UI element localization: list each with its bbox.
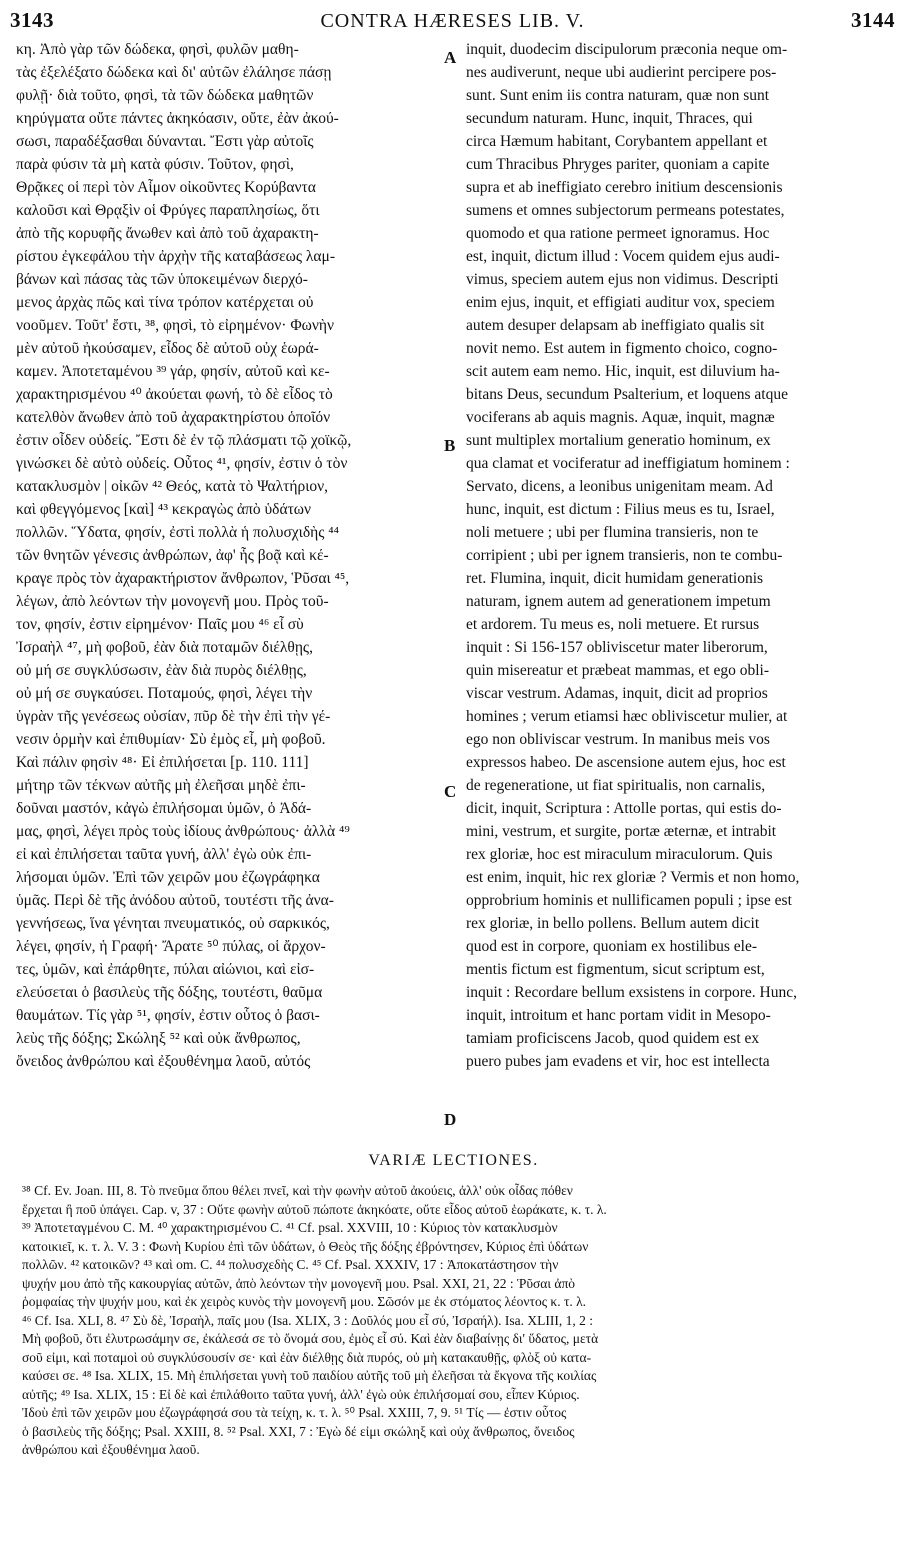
greek-text-line: μήτηρ τῶν τέκνων αὐτῆς μὴ ἐλεῆσαι μηδὲ ἐπι- xyxy=(16,777,306,794)
greek-text-line: θαυμάτων. Τίς γὰρ ⁵¹, φησίν, ἐστιν οὗτος ὁ βασι- xyxy=(16,1007,320,1024)
latin-text-line: inquit, duodecim discipulorum præconia neque om- xyxy=(466,41,788,58)
greek-text-line: μενος ἀρχὰς πῶς καὶ τίνα τρόπον κατέρχεται οὐ xyxy=(16,294,314,311)
note-line: ψυχήν μου ἀπὸ τῆς κακουργίας αὐτῶν, ἀπὸ λεόντων τὴν μονογενῆ μου. Psal. XXI, 21, 22 : Ῥῦσαι ἀπὸ xyxy=(22,1275,576,1291)
latin-text-line: cum Thracibus Phryges pariter, quoniam a capite xyxy=(466,156,770,173)
left-page-number: 3143 xyxy=(10,8,54,32)
latin-text-line: mentis fictum est figmentum, sicut scriptum est, xyxy=(466,961,765,978)
note-line: κατοικιεῖ, κ. τ. λ. V. 3 : Φωνὴ Κυρίου ἐπὶ τῶν ὑδάτων, ὁ Θεὸς τῆς δόξης ἐβρόντησεν, Κύριος ἐπὶ ὑδάτων xyxy=(22,1238,589,1254)
right-page-number: 3144 xyxy=(851,8,895,32)
latin-text-line: vociferans ab aquis magnis. Aquæ, inquit, magnæ xyxy=(466,409,775,426)
greek-text-line: οὐ μή σε συγκλύσωσιν, ἐὰν διὰ πυρὸς διέλθῃς, xyxy=(16,662,307,679)
greek-text-line: κη. Ἀπὸ γὰρ τῶν δώδεκα, φησὶ, φυλῶν μαθη- xyxy=(16,41,299,58)
latin-text-line: rex gloriæ, hoc est miraculum miraculorum. Quis xyxy=(466,846,773,863)
note-line: ῥομφαίας τὴν ψυχήν μου, καὶ ἐκ χειρὸς κυνὸς τὴν μονογενῆ μου. Σῶσόν με ἐκ στόματος λέοντος κ. τ. λ. xyxy=(22,1294,587,1309)
latin-text-line: supra et ab ineffigiato cerebro initium descensionis xyxy=(466,179,783,196)
latin-text-line: naturam, ignem autem ad generationem impetum xyxy=(466,593,771,610)
latin-text-line: secundum naturam. Hunc, inquit, Thraces, qui xyxy=(466,110,753,127)
latin-text-line: mini, vestrum, et surgite, portæ æternæ, et intrabit xyxy=(466,823,777,840)
latin-text-line: sunt. Sunt enim iis contra naturam, quæ non sunt xyxy=(466,87,770,104)
latin-text-line: est, inquit, dictum illud : Vocem quidem ejus audi- xyxy=(466,248,780,265)
greek-text-line: κατελθὸν ἄνωθεν ἀπὸ τοῦ ἀχαρακτηρίστου ὁποῖόν xyxy=(16,409,331,426)
note-line: πολλῶν. ⁴² κατοικῶν? ⁴³ καὶ om. C. ⁴⁴ πολυσχεδὴς C. ⁴⁵ Cf. Psal. XXXIV, 17 : Ἀποκατάστησον τὴν xyxy=(22,1257,559,1272)
marker-b: B xyxy=(444,436,456,455)
greek-text-line: δοῦναι μαστόν, κἀγὼ ἐπιλήσομαι ὑμῶν, ὁ Ἀδά- xyxy=(16,800,312,817)
latin-text-line: ret. Flumina, inquit, dicit humidam generationis xyxy=(466,570,764,587)
latin-text-line: hunc, inquit, est dictum : Filius meus es tu, Israel, xyxy=(466,501,775,518)
note-line: ⁴⁶ Cf. Isa. XLI, 8. ⁴⁷ Σὺ δὲ, Ἰσραὴλ, παῖς μου (Isa. XLIX, 3 : Δοῦλός μου εἶ σύ, Ἰσραήλ). Isa. XLIII, 1, 2 : xyxy=(22,1312,594,1328)
latin-text-line: viscar vestrum. Adamas, inquit, dicit ad proprios xyxy=(466,685,768,702)
latin-text-line: Servato, dicens, a leonibus unigenitam meam. Ad xyxy=(466,478,773,495)
greek-text-line: φυλῇ· διὰ τοῦτο, φησὶ, τὰ τῶν δώδεκα μαθητῶν xyxy=(16,87,314,104)
notes-heading: VARIÆ LECTIONES. xyxy=(368,1152,539,1169)
latin-text-line: dicit, inquit, Scriptura : Attolle portas, qui estis do- xyxy=(466,800,782,817)
latin-text-line: nes audiverunt, neque ubi audierint percipere pos- xyxy=(466,64,777,81)
latin-text-line: expressos habeo. De ascensione autem ejus, hoc est xyxy=(466,754,786,771)
latin-text-line: circa Hæmum habitant, Corybantem appellant et xyxy=(466,133,768,150)
greek-text-line: ἀπὸ τῆς κορυφῆς ἄνωθεν καὶ ἀπὸ τοῦ ἀχαρακτη- xyxy=(16,225,319,242)
note-line: ἔρχεται ἢ ποῦ ὑπάγει. Cap. v, 37 : Οὔτε φωνὴν αὐτοῦ πώποτε ἀκηκόατε, οὔτε εἶδος αὐτοῦ ἑωράκατε, κ. τ. λ. xyxy=(22,1201,607,1217)
greek-text-line: μὲν αὐτοῦ ἠκούσαμεν, εἶδος δὲ αὐτοῦ οὐχ ἑωρά- xyxy=(16,340,319,357)
note-line: ἀνθρώπου καὶ ἐξουθένημα λαοῦ. xyxy=(22,1442,200,1457)
latin-text-line: de regeneratione, ut fiat spiritualis, non carnalis, xyxy=(466,777,766,794)
greek-text-line: λήσομαι ὑμῶν. Ἐπὶ τῶν χειρῶν μου ἐζωγράφηκα xyxy=(16,869,320,886)
latin-text-line: scit autem eam nemo. Hic, inquit, est diluvium ha- xyxy=(466,363,780,380)
latin-text-line: enim ejus, inquit, et effigiati auditur vox, speciem xyxy=(466,294,775,311)
greek-text-line: νοοῦμεν. Τοῦτ' ἔστι, ³⁸, φησὶ, τὸ εἰρημένον· Φωνὴν xyxy=(16,317,334,334)
latin-text-line: corripient ; ubi per ignem transieris, non te combu- xyxy=(466,547,783,564)
greek-text-line: Θρᾷκες οἱ περὶ τὸν Αἷμον οἰκοῦντες Κορύβαντα xyxy=(16,179,316,196)
greek-text-line: ὄνειδος ἀνθρώπου καὶ ἐξουθένημα λαοῦ, αὐτός xyxy=(16,1053,311,1070)
note-line: σοῦ εἰμι, καὶ ποταμοὶ οὐ συγκλύσουσίν σε· καὶ ἐὰν διέλθῃς διὰ πυρός, οὐ μὴ κατακαυθῇς, φλὸξ οὐ κατα- xyxy=(22,1349,592,1365)
greek-text-line: ελεύσεται ὁ βασιλεὺς τῆς δόξης, τουτέστι, θαῦμα xyxy=(16,984,323,1001)
note-line: αὐτῆς; ⁴⁹ Isa. XLIX, 15 : Εἰ δὲ καὶ ἐπιλάθοιτο ταῦτα γυνή, ἀλλ' ἐγὼ οὐκ ἐπιλήσομαί σου, εἶπεν Κύριος. xyxy=(22,1386,580,1402)
greek-column xyxy=(16,38,440,1130)
latin-text-line: bitans Deus, secundum Psalterium, et loquens atque xyxy=(466,386,788,403)
greek-text-line: νεσιν ὁρμὴν καὶ ἐπιθυμίαν· Σὺ ἐμὸς εἶ, μὴ φοβοῦ. xyxy=(16,731,326,748)
greek-text-line: λέγει, φησίν, ἡ Γραφή· Ἄρατε ⁵⁰ πύλας, οἱ ἄρχον- xyxy=(16,938,326,955)
running-header xyxy=(10,8,895,36)
greek-text-line: μας, φησὶ, λέγει πρὸς τοὺς ἰδίους ἀνθρώπους· ἀλλὰ ⁴⁹ xyxy=(16,823,350,840)
greek-text-line: καμεν. Ἀποτεταμένου ³⁹ γάρ, φησίν, αὐτοῦ καὶ κε- xyxy=(16,363,330,380)
greek-text-line: ὑμᾶς. Περὶ δὲ τῆς ἀνόδου αὐτοῦ, τουτέστι τῆς ἀνα- xyxy=(16,892,334,909)
margin-markers xyxy=(442,38,464,1130)
latin-text-line: rex gloriæ, in bello pollens. Bellum autem dicit xyxy=(466,915,760,932)
latin-text-line: opprobrium hominis et nullificamen populi ; ipse est xyxy=(466,892,792,909)
greek-text-line: καλοῦσι καὶ Θρᾳξὶν οἱ Φρύγες παραπλησίως, ὅτι xyxy=(16,202,320,219)
latin-column xyxy=(466,38,886,1130)
running-title: CONTRA HÆRESES LIB. V. xyxy=(320,10,585,32)
greek-text-line: χαρακτηρισμένου ⁴⁰ ἀκούεται φωνή, τὸ δὲ εἶδος τὸ xyxy=(16,386,333,403)
greek-text-line: οὐ μή σε συγκαύσει. Ποταμούς, φησὶ, λέγει τὴν xyxy=(16,685,313,702)
marker-a: A xyxy=(444,48,457,67)
greek-text-line: τῶν θνητῶν γένεσις ἀνθρώπων, ἀφ' ἧς βοᾷ καὶ κέ- xyxy=(16,547,329,564)
latin-text-line: noli metuere ; ubi per flumina transieris, non te xyxy=(466,524,759,541)
latin-text-line: inquit : Recordare bellum exsistens in corpore. Hunc, xyxy=(466,984,798,1001)
latin-text-line: et ardorem. Tu meus es, noli metuere. Et rursus xyxy=(466,616,760,633)
latin-text-line: ego non obliviscar vestrum. In manibus meis vos xyxy=(466,731,770,748)
latin-text-line: tamiam proficiscens Jacob, quod quidem est ex xyxy=(466,1030,760,1047)
greek-text-line: γινώσκει δὲ αὐτὸ οὐδείς. Οὗτος ⁴¹, φησίν, ἐστιν ὁ τὸν xyxy=(16,455,348,472)
greek-text-line: ὑγρὰν τῆς γενέσεως οὐσίαν, πῦρ δὲ τὴν ἐπὶ τὴν γέ- xyxy=(16,708,331,725)
latin-text-line: novit nemo. Est autem in figmento choico, cogno- xyxy=(466,340,778,357)
note-line: ³⁹ Ἀποτεταγμένου C. M. ⁴⁰ χαρακτηρισμένου C. ⁴¹ Cf. psal. XXVIII, 10 : Κύριος τὸν κατακλυσμὸν xyxy=(22,1220,558,1235)
greek-text-line: γεννήσεως, ἵνα γένηται πνευματικός, οὐ σαρκικός, xyxy=(16,915,330,932)
marker-c: C xyxy=(444,782,457,801)
greek-text-line: τον, φησίν, ἐστιν εἰρημένον· Παῖς μου ⁴⁶ εἶ σὺ xyxy=(16,616,304,633)
latin-text-line: sunt multiplex mortalium generatio hominum, ex xyxy=(466,432,771,449)
greek-text-line: λέγων, ἀπὸ λεόντων τὴν μονογενῆ μου. Πρὸς τοῦ- xyxy=(16,593,329,610)
greek-text-line: τὰς ἐξελέξατο δώδεκα καὶ δι' αὐτῶν ἐλάλησε πάσῃ xyxy=(16,64,332,81)
latin-text-line: vimus, speciem autem ejus non vidimus. Descripti xyxy=(466,271,779,288)
latin-text-line: puero pubes jam evadens et vir, hoc est intellecta xyxy=(466,1053,770,1070)
note-line: καύσει σε. ⁴⁸ Isa. XLIX, 15. Μὴ ἐπιλήσεται γυνὴ τοῦ παιδίου αὐτῆς τοῦ μὴ ἐλεῆσαι τὰ ἔκγονα τῆς κοιλίας xyxy=(22,1368,597,1383)
greek-text-line: κραγε πρὸς τὸν ἀχαρακτήριστον ἄνθρωπον, Ῥῦσαι ⁴⁵, xyxy=(16,570,350,587)
latin-text-line: autem desuper delapsam ab ineffigiato qualis sit xyxy=(466,317,765,334)
note-line: Μὴ φοβοῦ, ὅτι ἐλυτρωσάμην σε, ἐκάλεσά σε τὸ ὄνομά σου, ἐμὸς εἶ σύ. Καὶ ἐὰν διαβαίνῃς δι' ὕδατος, μετὰ xyxy=(22,1331,599,1346)
latin-text-line: quod est in corpore, quoniam ex hostilibus ele- xyxy=(466,938,757,955)
greek-text-line: κηρύγματα οὔτε πάντες ἀκηκόασιν, οὔτε, ἐὰν ἀκού- xyxy=(16,110,339,127)
greek-text-line: εἰ καὶ ἐπιλήσεται ταῦτα γυνή, ἀλλ' ἐγὼ οὐκ ἐπι- xyxy=(16,846,312,863)
greek-text-line: πολλῶν. Ὕδατα, φησίν, ἐστὶ πολλὰ ἡ πολυσχιδὴς ⁴⁴ xyxy=(16,524,340,541)
latin-text-line: inquit, introitum et hanc portam vidit in Mesopo- xyxy=(466,1007,771,1024)
greek-text-line: βάνων καὶ πάσας τὰς τῶν ὑποκειμένων διερχό- xyxy=(16,271,308,288)
marker-d: D xyxy=(444,1110,457,1129)
greek-text-line: τες, ὑμῶν, καὶ ἐπάρθητε, πύλαι αἰώνιοι, καὶ εἰσ- xyxy=(16,961,315,978)
greek-text-line: καὶ φθεγγόμενος [καὶ] ⁴³ κεκραγὼς ἀπὸ ὑδάτων xyxy=(16,501,312,518)
latin-text-line: inquit : Si 156-157 obliviscetur mater liberorum, xyxy=(466,639,768,656)
latin-text-line: est enim, inquit, hic rex gloriæ ? Vermis et non homo, xyxy=(466,869,800,886)
latin-text-line: quomodo et qua ratione permeet ignoramus. Hoc xyxy=(466,225,770,242)
greek-text-line: Καὶ πάλιν φησὶν ⁴⁸· Εἰ ἐπιλήσεται [p. 110. 111] xyxy=(16,754,309,771)
greek-text-line: σωσι, παραδέξασθαι δύνανται. Ἔστι γὰρ αὐτοῖς xyxy=(16,133,314,150)
note-line: ³⁸ Cf. Ev. Joan. III, 8. Τὸ πνεῦμα ὅπου θέλει πνεῖ, καὶ τὴν φωνὴν αὐτοῦ ἀκούεις, ἀλλ' οὐκ οἶδας πόθεν xyxy=(22,1183,573,1198)
greek-text-line: λεὺς τῆς δόξης; Σκώληξ ⁵² καὶ οὐκ ἄνθρωπος, xyxy=(16,1030,301,1047)
greek-text-line: κατακλυσμὸν | οἰκῶν ⁴² Θεός, κατὰ τὸ Ψαλτήριον, xyxy=(16,478,329,495)
variant-readings-notes xyxy=(22,1182,890,1460)
greek-text-line: ἐστιν οἶδεν οὐδείς. Ἔστι δὲ ἐν τῷ πλάσματι τῷ χοϊκῷ, xyxy=(16,432,352,449)
greek-text-line: ρίστου ἐγκεφάλου τὴν ἀρχὴν τῆς καταβάσεως λαμ- xyxy=(16,248,335,265)
note-line: Ἰδοὺ ἐπὶ τῶν χειρῶν μου ἐζωγράφησά σου τὰ τείχη, κ. τ. λ. ⁵⁰ Psal. XXIII, 7, 9. ⁵¹ Τίς — ἐστιν οὗτος xyxy=(22,1405,567,1420)
latin-text-line: quin misereatur et præbeat mammas, et ego obli- xyxy=(466,662,770,679)
greek-text-line: παρὰ φύσιν τὰ μὴ κατὰ φύσιν. Τοῦτον, φησὶ, xyxy=(16,156,294,173)
latin-text-line: qua clamat et vociferatur ad ineffigiatum hominem : xyxy=(466,455,790,472)
latin-text-line: sumens et omnes subjectorum permeans potestates, xyxy=(466,202,785,219)
latin-text-line: homines ; verum etiamsi hæc obliviscetur mulier, at xyxy=(466,708,788,725)
greek-text-line: Ἰσραὴλ ⁴⁷, μὴ φοβοῦ, ἐὰν διὰ ποταμῶν διέλθῃς, xyxy=(16,639,313,656)
note-line: ὁ βασιλεὺς τῆς δόξης; Psal. XXIII, 8. ⁵² Psal. XXI, 7 : Ἐγὼ δέ εἰμι σκώληξ καὶ οὐχ ἄνθρωπος, ὄνειδος xyxy=(22,1423,575,1439)
